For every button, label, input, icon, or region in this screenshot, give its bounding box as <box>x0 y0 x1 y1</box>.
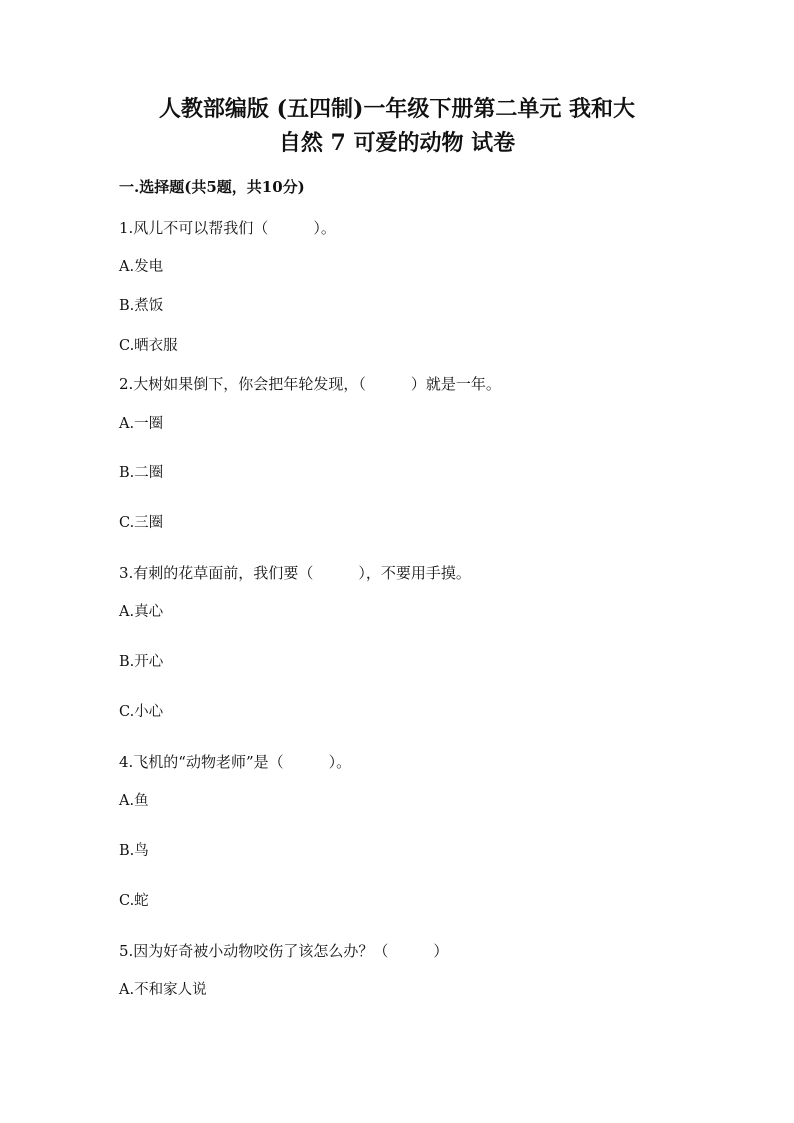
question-2-option-b: B.二圈 <box>119 465 164 481</box>
question-3-option-c: C.小心 <box>119 704 164 720</box>
question-1-stem: 1.风儿不可以帮我们（ ）。 <box>119 219 336 237</box>
question-3-option-a: A.真心 <box>119 604 164 620</box>
page-title-line-2: 自然 7 可爱的动物 试卷 <box>278 130 516 156</box>
question-4-option-b: B.鸟 <box>119 843 149 859</box>
question-5-stem: 5.因为好奇被小动物咬伤了该怎么办？（ ） <box>119 942 449 960</box>
question-4-option-a: A.鱼 <box>119 793 149 809</box>
question-2-stem: 2.大树如果倒下，你会把年轮发现，（ ）就是一年。 <box>119 375 501 393</box>
question-4-option-c: C.蛇 <box>119 893 149 909</box>
question-1-option-a: A.发电 <box>119 259 164 275</box>
question-2-option-a: A.一圈 <box>119 416 164 432</box>
page-title-line-1: 人教部编版 (五四制)一年级下册第二单元 我和大 <box>158 96 636 122</box>
question-3-stem: 3.有刺的花草面前，我们要（ ），不要用手摸。 <box>119 564 471 582</box>
page-title <box>0 92 794 160</box>
question-4-stem: 4.飞机的“动物老师”是（ ）。 <box>119 753 352 771</box>
question-2-option-c: C.三圈 <box>119 515 164 531</box>
question-1-option-b: B.煮饭 <box>119 298 164 314</box>
section-heading: 一.选择题(共5题，共10分) <box>119 178 305 196</box>
question-5-option-a: A.不和家人说 <box>119 982 207 998</box>
question-3-option-b: B.开心 <box>119 654 164 670</box>
question-1-option-c: C.晒衣服 <box>119 338 178 354</box>
